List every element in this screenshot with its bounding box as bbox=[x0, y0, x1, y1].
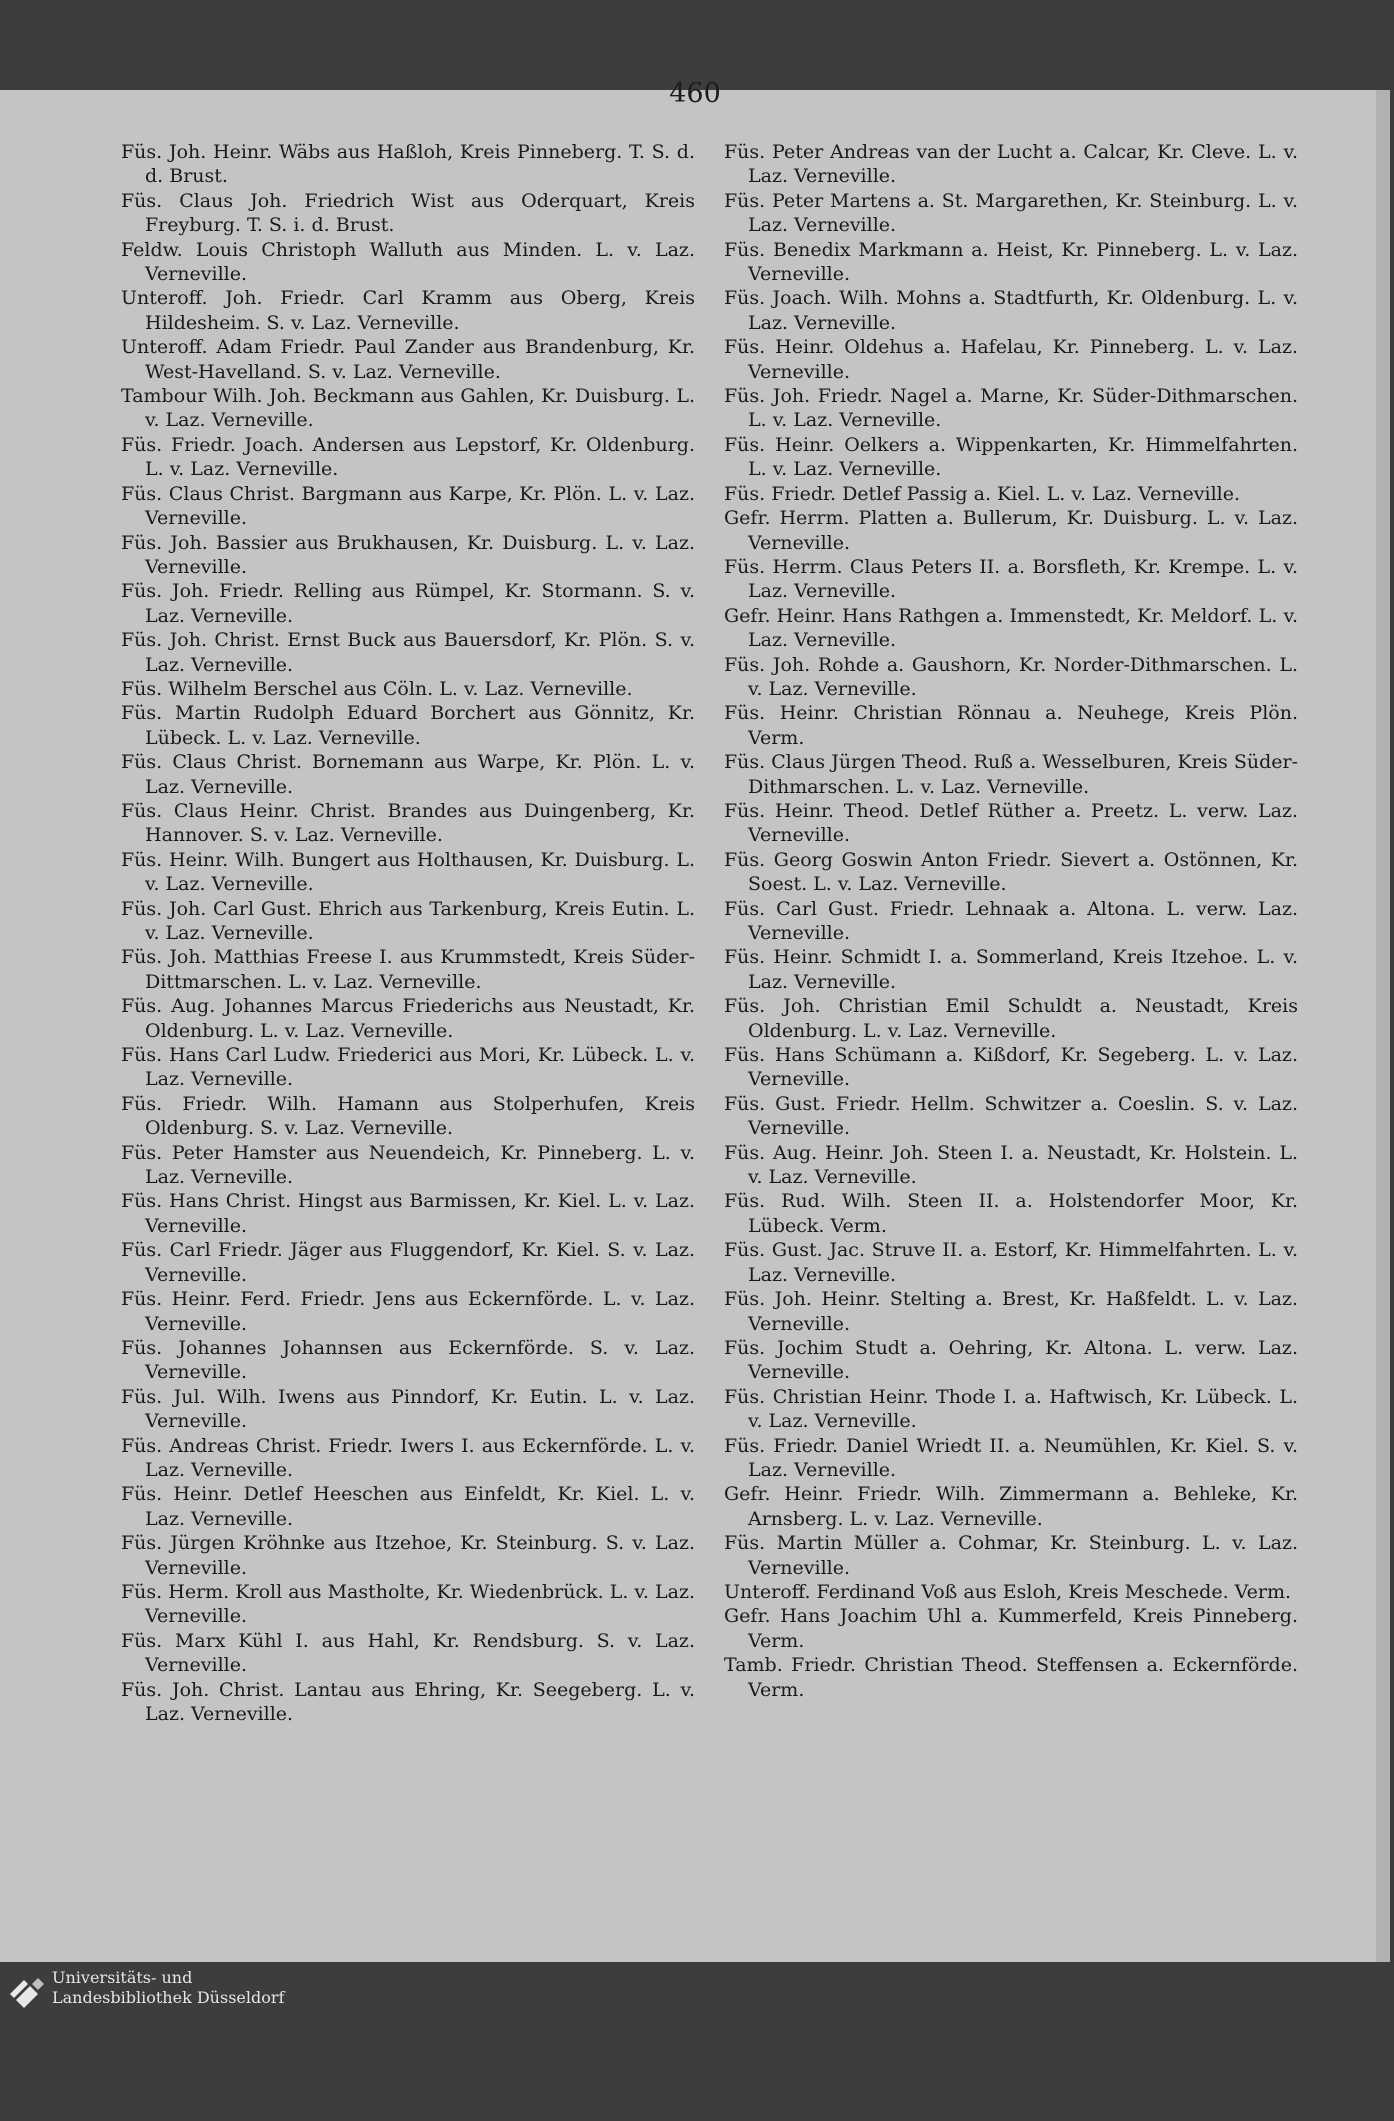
casualty-entry: Füs. Joh. Friedr. Nagel a. Marne, Kr. Süder-Dithmarschen. L. v. Laz. Verneville. bbox=[724, 385, 1298, 432]
casualty-entry: Füs. Jochim Studt a. Oehring, Kr. Altona. L. verw. Laz. Verneville. bbox=[724, 1336, 1298, 1384]
casualty-entry: Füs. Georg Goswin Anton Friedr. Sievert a. Ostönnen, Kr. Soest. L. v. Laz. Verneville. bbox=[724, 848, 1298, 896]
casualty-entry: Unteroff. Ferdinand Voß aus Esloh, Kreis Meschede. Verm. bbox=[724, 1580, 1292, 1603]
casualty-entry: Füs. Joh. Christian Emil Schuldt a. Neustadt, Kreis Oldenburg. L. v. Laz. Verneville. bbox=[724, 995, 1298, 1042]
library-name bbox=[52, 1968, 284, 2008]
library-name-line2: Landesbibliothek Düsseldorf bbox=[52, 1988, 285, 2007]
casualty-entry: Füs. Christian Heinr. Thode I. a. Haftwisch, Kr. Lübeck. L. v. Laz. Verneville. bbox=[724, 1385, 1298, 1433]
library-logo-icon bbox=[6, 1972, 46, 2012]
casualty-entry: Tambour Wilh. Joh. Beckmann aus Gahlen, Kr. Duisburg. L. v. Laz. Verneville. bbox=[121, 385, 695, 432]
casualty-entry: Füs. Heinr. Oldehus a. Hafelau, Kr. Pinneberg. L. v. Laz. Verneville. bbox=[724, 336, 1298, 383]
casualty-entry: Füs. Friedr. Joach. Andersen aus Lepstorf, Kr. Oldenburg. L. v. Laz. Verneville. bbox=[121, 433, 695, 481]
casualty-entry: Füs. Joh. Heinr. Wäbs aus Haßloh, Kreis Pinneberg. T. S. d. d. Brust. bbox=[121, 141, 695, 188]
casualty-entry: Füs. Martin Müller a. Cohmar, Kr. Steinburg. L. v. Laz. Verneville. bbox=[724, 1532, 1298, 1579]
casualty-entry: Füs. Aug. Heinr. Joh. Steen I. a. Neustadt, Kr. Holstein. L. v. Laz. Verneville. bbox=[724, 1141, 1298, 1189]
casualty-entry: Füs. Heinr. Ferd. Friedr. Jens aus Eckernförde. L. v. Laz. Verneville. bbox=[121, 1288, 695, 1335]
viewer-top-margin bbox=[0, 0, 1394, 90]
casualty-entry: Füs. Joh. Rohde a. Gaushorn, Kr. Norder-Dithmarschen. L. v. Laz. Verneville. bbox=[724, 653, 1298, 700]
library-name-line1: Universitäts- und bbox=[52, 1968, 193, 1987]
casualty-entry: Füs. Aug. Johannes Marcus Friederichs aus Neustadt, Kr. Oldenburg. L. v. Laz. Verneville. bbox=[121, 995, 695, 1042]
casualty-entry: Füs. Carl Gust. Friedr. Lehnaak a. Altona. L. verw. Laz. Verneville. bbox=[724, 897, 1298, 944]
casualty-entry: Füs. Hans Schümann a. Kißdorf, Kr. Segeberg. L. v. Laz. Verneville. bbox=[724, 1044, 1298, 1091]
casualty-entry: Füs. Peter Andreas van der Lucht a. Calcar, Kr. Cleve. L. v. Laz. Verneville. bbox=[724, 141, 1298, 188]
casualty-entry: Füs. Herm. Kroll aus Mastholte, Kr. Wiedenbrück. L. v. Laz. Verneville. bbox=[121, 1580, 695, 1628]
casualty-entry: Füs. Gust. Friedr. Hellm. Schwitzer a. Coeslin. S. v. Laz. Verneville. bbox=[724, 1092, 1298, 1140]
casualty-entry: Füs. Joh. Carl Gust. Ehrich aus Tarkenburg, Kreis Eutin. L. v. Laz. Verneville. bbox=[121, 897, 695, 944]
casualty-entry: Füs. Claus Joh. Friedrich Wist aus Oderquart, Kreis Freyburg. T. S. i. d. Brust. bbox=[121, 189, 695, 237]
casualty-entry: Füs. Joh. Friedr. Relling aus Rümpel, Kr. Stormann. S. v. Laz. Verneville. bbox=[121, 580, 695, 627]
casualty-entry: Füs. Hans Carl Ludw. Friederici aus Mori, Kr. Lübeck. L. v. Laz. Verneville. bbox=[121, 1044, 695, 1091]
casualty-entry: Gefr. Heinr. Hans Rathgen a. Immenstedt, Kr. Meldorf. L. v. Laz. Verneville. bbox=[724, 604, 1298, 652]
casualty-entry: Füs. Carl Friedr. Jäger aus Fluggendorf, Kr. Kiel. S. v. Laz. Verneville. bbox=[121, 1239, 695, 1286]
casualty-entry: Füs. Friedr. Daniel Wriedt II. a. Neumühlen, Kr. Kiel. S. v. Laz. Verneville. bbox=[724, 1434, 1298, 1481]
casualty-entry: Füs. Claus Jürgen Theod. Ruß a. Wesselburen, Kreis Süder-Dithmarschen. L. v. Laz. Verneville. bbox=[724, 751, 1298, 798]
casualty-entry: Füs. Heinr. Detlef Heeschen aus Einfeldt, Kr. Kiel. L. v. Laz. Verneville. bbox=[121, 1483, 695, 1530]
casualty-entry: Füs. Joh. Christ. Lantau aus Ehring, Kr. Seegeberg. L. v. Laz. Verneville. bbox=[121, 1678, 695, 1725]
page-edge bbox=[1376, 90, 1390, 1962]
casualty-entry: Füs. Joh. Bassier aus Brukhausen, Kr. Duisburg. L. v. Laz. Verneville. bbox=[121, 531, 695, 578]
casualty-entry: Füs. Claus Christ. Bornemann aus Warpe, Kr. Plön. L. v. Laz. Verneville. bbox=[121, 751, 695, 798]
casualty-entry: Füs. Jul. Wilh. Iwens aus Pinndorf, Kr. Eutin. L. v. Laz. Verneville. bbox=[121, 1385, 695, 1433]
casualty-entry: Füs. Andreas Christ. Friedr. Iwers I. aus Eckernförde. L. v. Laz. Verneville. bbox=[121, 1434, 695, 1481]
right-column bbox=[724, 140, 1298, 1702]
casualty-entry: Füs. Martin Rudolph Eduard Borchert aus Gönnitz, Kr. Lübeck. L. v. Laz. Verneville. bbox=[121, 702, 695, 749]
casualty-entry: Füs. Gust. Jac. Struve II. a. Estorf, Kr. Himmelfahrten. L. v. Laz. Verneville. bbox=[724, 1239, 1298, 1286]
left-column bbox=[121, 140, 695, 1726]
casualty-entry: Füs. Jürgen Kröhnke aus Itzehoe, Kr. Steinburg. S. v. Laz. Verneville. bbox=[121, 1532, 695, 1579]
casualty-entry: Gefr. Hans Joachim Uhl a. Kummerfeld, Kreis Pinneberg. Verm. bbox=[724, 1605, 1298, 1652]
casualty-entry: Füs. Claus Heinr. Christ. Brandes aus Duingenberg, Kr. Hannover. S. v. Laz. Verneville. bbox=[121, 799, 695, 847]
page-number: 460 bbox=[669, 78, 721, 109]
casualty-entry: Füs. Joh. Heinr. Stelting a. Brest, Kr. Haßfeldt. L. v. Laz. Verneville. bbox=[724, 1288, 1298, 1335]
casualty-entry: Füs. Claus Christ. Bargmann aus Karpe, Kr. Plön. L. v. Laz. Verneville. bbox=[121, 482, 695, 530]
casualty-entry: Füs. Wilhelm Berschel aus Cöln. L. v. Laz. Verneville. bbox=[121, 677, 633, 700]
casualty-entry: Füs. Benedix Markmann a. Heist, Kr. Pinneberg. L. v. Laz. Verneville. bbox=[724, 238, 1298, 286]
casualty-entry: Füs. Rud. Wilh. Steen II. a. Holstendorfer Moor, Kr. Lübeck. Verm. bbox=[724, 1190, 1298, 1237]
casualty-entry: Füs. Joh. Matthias Freese I. aus Krummstedt, Kreis Süder-Dittmarschen. L. v. Laz. Verneville. bbox=[121, 946, 695, 993]
casualty-entry: Tamb. Friedr. Christian Theod. Steffensen a. Eckernförde. Verm. bbox=[724, 1654, 1298, 1701]
casualty-entry: Füs. Heinr. Wilh. Bungert aus Holthausen, Kr. Duisburg. L. v. Laz. Verneville. bbox=[121, 848, 695, 896]
casualty-entry: Füs. Peter Martens a. St. Margarethen, Kr. Steinburg. L. v. Laz. Verneville. bbox=[724, 189, 1298, 237]
casualty-entry: Unteroff. Joh. Friedr. Carl Kramm aus Oberg, Kreis Hildesheim. S. v. Laz. Verneville. bbox=[121, 287, 695, 334]
casualty-entry: Feldw. Louis Christoph Walluth aus Minden. L. v. Laz. Verneville. bbox=[121, 238, 695, 286]
casualty-entry: Füs. Herrm. Claus Peters II. a. Borsfleth, Kr. Krempe. L. v. Laz. Verneville. bbox=[724, 555, 1298, 603]
casualty-entry: Füs. Peter Hamster aus Neuendeich, Kr. Pinneberg. L. v. Laz. Verneville. bbox=[121, 1141, 695, 1189]
casualty-entry: Gefr. Herrm. Platten a. Bullerum, Kr. Duisburg. L. v. Laz. Verneville. bbox=[724, 507, 1298, 554]
casualty-entry: Füs. Hans Christ. Hingst aus Barmissen, Kr. Kiel. L. v. Laz. Verneville. bbox=[121, 1190, 695, 1237]
casualty-entry: Füs. Joach. Wilh. Mohns a. Stadtfurth, Kr. Oldenburg. L. v. Laz. Verneville. bbox=[724, 287, 1298, 334]
casualty-entry: Füs. Heinr. Christian Rönnau a. Neuhege, Kreis Plön. Verm. bbox=[724, 702, 1298, 749]
casualty-entry: Füs. Friedr. Detlef Passig a. Kiel. L. v. Laz. Verneville. bbox=[724, 482, 1241, 505]
casualty-entry: Unteroff. Adam Friedr. Paul Zander aus Brandenburg, Kr. West-Havelland. S. v. Laz. Verneville. bbox=[121, 336, 695, 383]
casualty-entry: Füs. Marx Kühl I. aus Hahl, Kr. Rendsburg. S. v. Laz. Verneville. bbox=[121, 1629, 695, 1677]
casualty-entry: Gefr. Heinr. Friedr. Wilh. Zimmermann a. Behleke, Kr. Arnsberg. L. v. Laz. Verneville. bbox=[724, 1483, 1298, 1530]
casualty-entry: Füs. Heinr. Theod. Detlef Rüther a. Preetz. L. verw. Laz. Verneville. bbox=[724, 799, 1298, 847]
casualty-entry: Füs. Joh. Christ. Ernst Buck aus Bauersdorf, Kr. Plön. S. v. Laz. Verneville. bbox=[121, 629, 695, 676]
casualty-entry: Füs. Friedr. Wilh. Hamann aus Stolperhufen, Kreis Oldenburg. S. v. Laz. Verneville. bbox=[121, 1092, 695, 1140]
casualty-entry: Füs. Johannes Johannsen aus Eckernförde. S. v. Laz. Verneville. bbox=[121, 1336, 695, 1384]
casualty-entry: Füs. Heinr. Oelkers a. Wippenkarten, Kr. Himmelfahrten. L. v. Laz. Verneville. bbox=[724, 433, 1298, 481]
casualty-entry: Füs. Heinr. Schmidt I. a. Sommerland, Kreis Itzehoe. L. v. Laz. Verneville. bbox=[724, 946, 1298, 993]
